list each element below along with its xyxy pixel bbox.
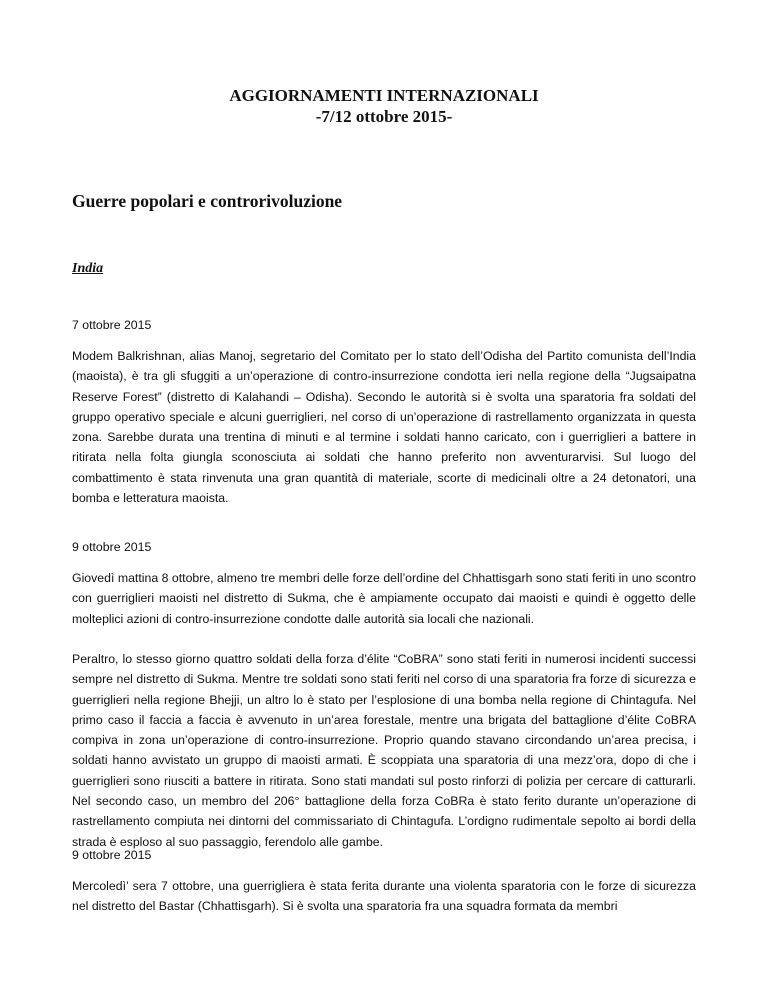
entry-paragraph: Peraltro, lo stesso giorno quattro soldati della forza d’élite “CoBRA” sono stati feriti in numerosi incidenti successi sempre nel distretto di Sukma. Mentre tre soldati sono stati feriti nel corso di una sparatoria fra forze di sicurezza e guerriglieri nella regione Bhejji, un altro lo è stato per l’esplosione di una bomba nella regione di Chintagufa. Nel primo caso il faccia a faccia è avvenuto in un’area forestale, mentre una brigata del battaglione d’élite CoBRA compiva in zona un’operazione di contro-insurrezione. Proprio quando stavano circondando un’area precisa, i soldati hanno avvistato un gruppo di maoisti armati. È scoppiata una sparatoria di una mezz’ora, dopo di che i guerriglieri sono riusciti a battere in ritirata. Sono stati mandati sul posto rinforzi di polizia per cercare di catturarli. Nel secondo caso, un membro del 206° battaglione della forza CoBRa è stato ferito durante un’operazione di rastrellamento compiuta nei dintorni del commissariato di Chintagufa. L’ordigno rudimentale sepolto ai bordi della strada è esploso al suo passaggio, ferendolo alle gambe. [72,652,696,849]
document-title [0,85,768,127]
entry-date: 9 ottobre 2015 [72,848,152,862]
entry-date: 7 ottobre 2015 [72,318,152,332]
entry-paragraph: Mercoledì’ sera 7 ottobre, una guerrigliera è stata ferita durante una violenta sparatoria con le forze di sicurezza nel distretto del Bastar (Chhattisgarh). Si è svolta una sparatoria fra una squadra formata da membri [72,879,696,914]
title-line-1: AGGIORNAMENTI INTERNAZIONALI [229,86,539,105]
entry-date: 9 ottobre 2015 [72,540,152,554]
section-heading: Guerre popolari e controrivoluzione [72,191,343,211]
country-heading: India [72,261,104,276]
title-line-2: -7/12 ottobre 2015- [315,107,453,126]
entry-paragraph: Giovedì mattina 8 ottobre, almeno tre membri delle forze dell’ordine del Chhattisgarh sono stati feriti in uno scontro con guerriglieri maoisti nel distretto di Sukma, che è ampiamente occupato dai maoisti e quindi è oggetto delle molteplici azioni di contro-insurrezione condotte dalle autorità sia locali che nazionali. [72,571,696,626]
entry-paragraph: Modem Balkrishnan, alias Manoj, segretario del Comitato per lo stato dell’Odisha del Partito comunista dell’India (maoista), è tra gli sfuggiti a un’operazione di contro-insurrezione condotta ieri nella regione della “Jugsaipatna Reserve Forest” (distretto di Kalahandi – Odisha). Secondo le autorità si è svolta una sparatoria fra soldati del gruppo operativo speciale e alcuni guerriglieri, nel corso di un’operazione di rastrellamento organizzata in questa zona. Sarebbe durata una trentina di minuti e al termine i soldati hanno caricato, con i guerriglieri a battere in ritirata nella folta giungla sconosciuta ai soldati che hanno preferito non avventurarvisi. Sul luogo del combattimento è stata rinvenuta una gran quantità di materiale, scorte di medicinali oltre a 24 detonatori, una bomba e letteratura maoista. [72,349,696,506]
